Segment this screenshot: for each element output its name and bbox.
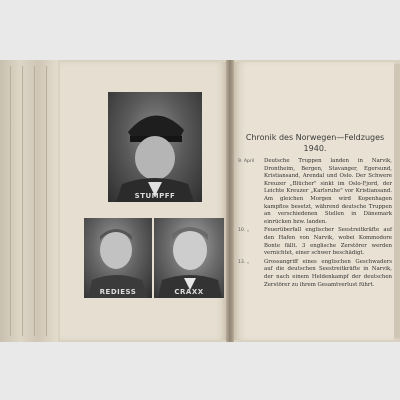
book-gutter bbox=[226, 60, 234, 342]
caption-stumpff: STUMPFF bbox=[134, 192, 176, 200]
officer-portrait-icon bbox=[84, 218, 152, 298]
page-edge-line bbox=[10, 66, 11, 336]
chronicle-title-year: 1940. bbox=[303, 144, 327, 153]
chronicle-entries bbox=[238, 158, 392, 290]
officer-portrait-icon bbox=[154, 218, 224, 298]
entry-text: Deutsche Truppen landen in Narvik, Drontheim, Bergen, Stavanger, Egersund, Kristiansand, Arendal und Oslo. Der Schwere Kreuzer „Blücher" sinkt im Oslo-Fjord, der Leichte Kreuzer „Karlsruhe" vor Kristiansand. Am gleichen Morgen wird Kopenhagen kampflos besetzt, während deutsche Truppen an verschiedenen Stellen in Dänemark einrücken bzw. landen. bbox=[264, 158, 392, 225]
book-page-stack bbox=[0, 60, 58, 342]
chronicle-entry bbox=[238, 158, 392, 226]
page-edge-line bbox=[22, 66, 23, 336]
chronicle-entry bbox=[238, 259, 392, 289]
right-page-edge bbox=[394, 64, 400, 338]
caption-craxx: CRAXX bbox=[174, 288, 204, 296]
entry-date: 9. April bbox=[238, 159, 255, 164]
chronicle-entry bbox=[238, 227, 392, 257]
left-page bbox=[60, 62, 228, 340]
caption-rediess: REDIESS bbox=[99, 288, 137, 296]
entry-date: 10. „ bbox=[238, 228, 250, 234]
chronicle-title bbox=[240, 132, 390, 154]
page-edge-line bbox=[46, 66, 47, 336]
entry-text: Feuerüberfall englischer Seestreitkräfte auf den Hafen von Narvik, wobei Kommodore Bonte fällt. 3 englische Zerstörer werden vernichtet, einer schwer beschädigt. bbox=[264, 227, 392, 257]
open-book bbox=[0, 60, 400, 342]
entry-date: 13. „ bbox=[238, 259, 250, 265]
chronicle-title-line1: Chronik des Norwegen—Feldzuges bbox=[245, 133, 385, 142]
portrait-photo-bottom-right bbox=[154, 218, 224, 298]
officer-portrait-icon bbox=[108, 92, 202, 202]
entry-text: Grossangriff eines englischen Geschwaders auf die deutschen Seestreitkräfte in Narvik, der nach einem Heldenkampf der deutschen Zerstörer zu ihrem Gesamtverlust führt. bbox=[264, 258, 392, 288]
right-page bbox=[234, 62, 394, 340]
page-edge-line bbox=[34, 66, 35, 336]
portrait-photo-bottom-left bbox=[84, 218, 152, 298]
portrait-photo-top bbox=[108, 92, 202, 202]
